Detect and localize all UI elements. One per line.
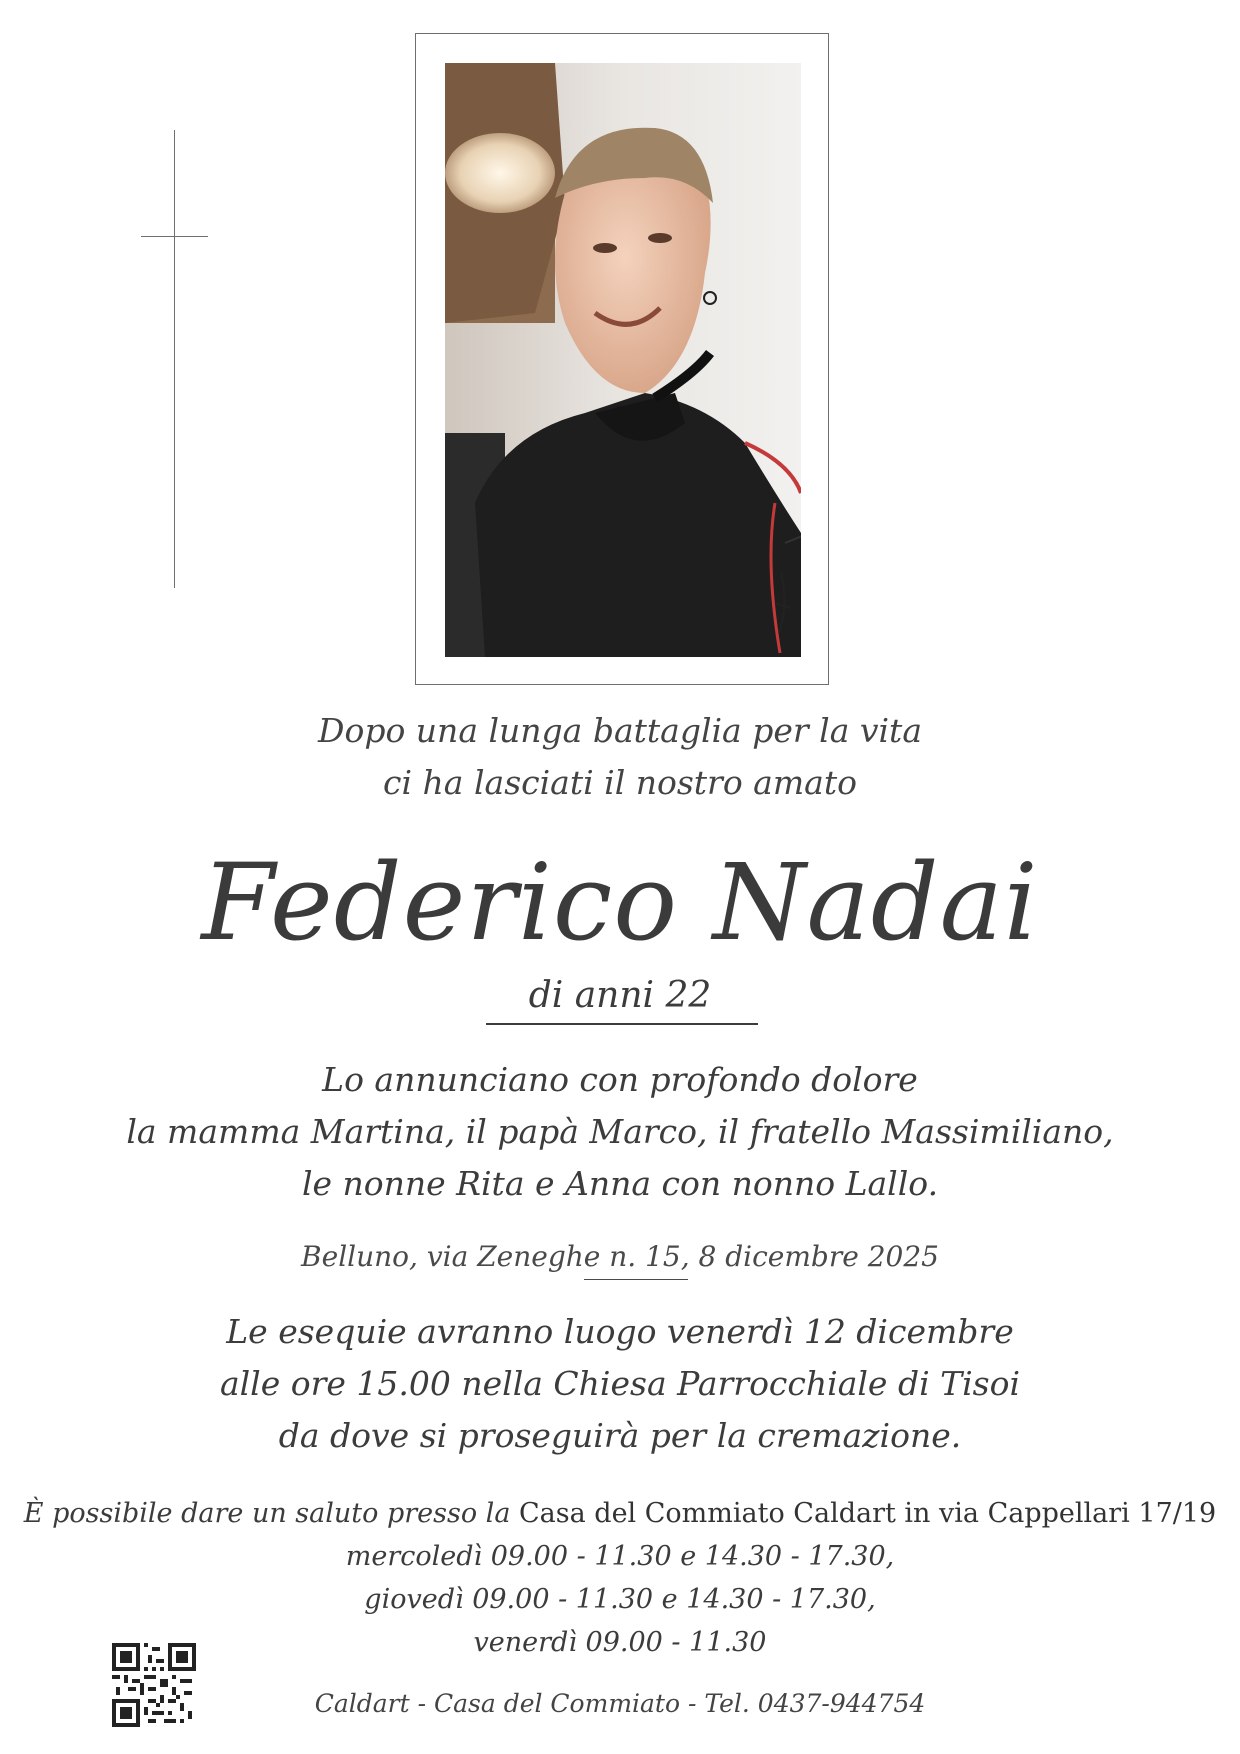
portrait-photo [445, 63, 801, 657]
visiting-line [0, 1492, 1240, 1535]
deceased-age: di anni 22 [528, 975, 712, 1016]
visiting-venue: Casa del Commiato Caldart in via Cappellari 17/19 [519, 1498, 1217, 1529]
announcement-line: la mamma Martina, il papà Marco, il fratello Massimiliano, [126, 1112, 1114, 1151]
footer-contact: Caldart - Casa del Commiato - Tel. 0437-944754 [314, 1689, 926, 1718]
funeral-line: da dove si proseguirà per la cremazione. [278, 1416, 962, 1455]
visiting-hours: venerdì 09.00 - 11.30 [473, 1627, 767, 1658]
funeral-line: Le esequie avranno luogo venerdì 12 dicembre [226, 1312, 1014, 1351]
visiting-hours: giovedì 09.00 - 11.30 e 14.30 - 17.30, [364, 1584, 876, 1615]
cross-vertical-bar [174, 130, 175, 588]
visiting-intro: È possibile dare un saluto presso la [23, 1498, 519, 1529]
intro-line: ci ha lasciati il nostro amato [383, 763, 857, 802]
visiting-info [0, 1492, 1240, 1664]
funeral-info [0, 1306, 1240, 1462]
intro-text [0, 705, 1240, 809]
portrait-frame [415, 33, 829, 685]
cross-horizontal-bar [141, 236, 208, 237]
place-date: Belluno, via Zeneghe n. 15, 8 dicembre 2025 [301, 1240, 939, 1273]
announcement-line: le nonne Rita e Anna con nonno Lallo. [301, 1164, 939, 1203]
funeral-line: alle ore 15.00 nella Chiesa Parrocchiale di Tisoi [219, 1364, 1021, 1403]
announcement-line: Lo annunciano con profondo dolore [322, 1060, 918, 1099]
visiting-hours: mercoledì 09.00 - 11.30 e 14.30 - 17.30, [345, 1541, 895, 1572]
place-underline [584, 1279, 688, 1280]
deceased-name: Federico Nadai [201, 841, 1039, 964]
intro-line: Dopo una lunga battaglia per la vita [318, 711, 922, 750]
age-underline [486, 1023, 758, 1025]
announcement-text [0, 1054, 1240, 1210]
